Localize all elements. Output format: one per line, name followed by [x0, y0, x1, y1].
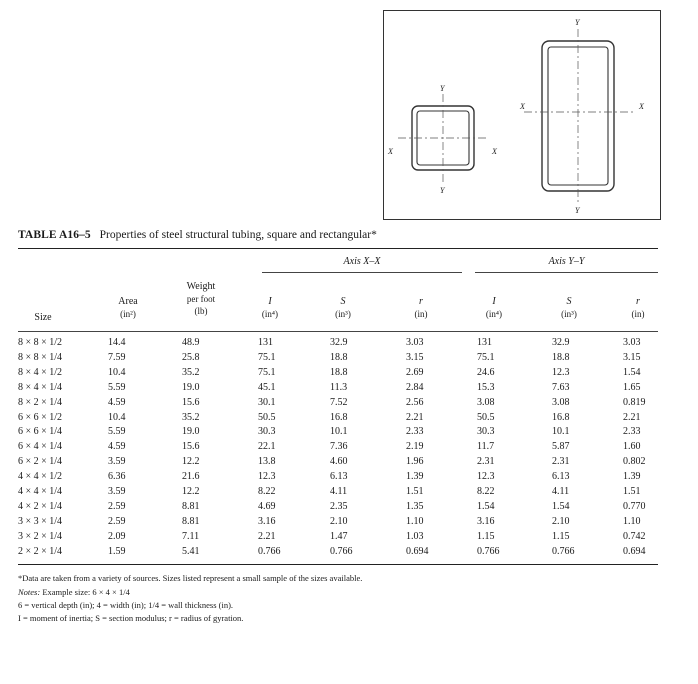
table-cell-size: 8 × 4 × 1/2 — [18, 366, 63, 378]
table-cell-weight: 25.8 — [182, 351, 200, 363]
table-cell-i-yy: 75.1 — [477, 351, 495, 363]
table-cell-area: 4.59 — [108, 441, 126, 453]
table-cell-s-yy: 1.54 — [552, 500, 570, 512]
table-cell-i-xx: 30.1 — [258, 396, 276, 408]
square-y-top-label: Y — [440, 84, 445, 93]
table-cell-size: 8 × 8 × 1/2 — [18, 337, 63, 348]
group-rule-xx — [262, 272, 462, 273]
table-cell-area: 5.59 — [108, 426, 126, 438]
header-s-yy-label: S — [566, 296, 572, 307]
table-cell-i-xx: 50.5 — [258, 411, 276, 423]
table-cell-s-xx: 4.60 — [330, 456, 348, 468]
table-cell-r-yy: 0.770 — [623, 500, 646, 512]
square-x-left-label: X — [388, 147, 393, 156]
table-cell-area: 6.36 — [108, 471, 126, 483]
table-cell-weight: 19.0 — [182, 426, 200, 438]
table-title: Properties of steel structural tubing, square and rectangular* — [99, 229, 377, 241]
header-r-xx-label: r — [419, 296, 423, 307]
table-cell-i-xx: 12.3 — [258, 471, 276, 483]
header-r-xx — [401, 297, 441, 319]
table-cell-r-yy: 0.742 — [623, 530, 646, 542]
table-cell-r-xx: 2.19 — [406, 441, 424, 453]
header-s-xx — [323, 297, 363, 319]
table-cell-weight: 8.81 — [182, 515, 200, 527]
table-cell-r-yy: 1.60 — [623, 441, 641, 453]
group-rule-yy — [475, 272, 658, 273]
table-cell-r-yy: 1.10 — [623, 515, 641, 527]
table-cell-area: 3.59 — [108, 456, 126, 468]
header-size-label: Size — [34, 312, 52, 323]
table-cell-area: 4.59 — [108, 396, 126, 408]
table-cell-i-yy: 12.3 — [477, 471, 495, 483]
table-cell-i-xx: 0.766 — [258, 545, 281, 557]
header-weight-label-2: per foot — [186, 294, 216, 304]
table-cell-size: 4 × 2 × 1/4 — [18, 500, 63, 512]
caption-rule — [18, 248, 658, 249]
table-cell-s-xx: 1.47 — [330, 530, 348, 542]
table-cell-i-xx: 131 — [258, 337, 273, 348]
table-cell-weight: 12.2 — [182, 456, 200, 468]
table-cell-i-yy: 15.3 — [477, 381, 495, 393]
table-cell-s-yy: 4.11 — [552, 486, 570, 497]
rect-x-right-label: X — [639, 102, 644, 111]
table-cell-i-xx: 4.69 — [258, 500, 276, 512]
table-cell-area: 10.4 — [108, 411, 126, 423]
table-cell-weight: 15.6 — [182, 441, 200, 453]
table-cell-size: 4 × 4 × 1/2 — [18, 471, 63, 483]
note-symbols: I = moment of inertia; S = section modulus; r = radius of gyration. — [18, 613, 244, 623]
table-cell-size: 8 × 2 × 1/4 — [18, 396, 63, 408]
header-r-xx-unit: (in) — [414, 309, 428, 319]
table-cell-s-yy: 12.3 — [552, 366, 570, 378]
table-cell-size: 6 × 6 × 1/4 — [18, 426, 63, 438]
table-cell-i-yy: 8.22 — [477, 486, 495, 497]
table-cell-s-xx: 7.52 — [330, 396, 348, 408]
table-cell-size: 6 × 2 × 1/4 — [18, 456, 63, 468]
table-cell-s-yy: 0.766 — [552, 545, 575, 557]
table-cell-s-yy: 3.08 — [552, 396, 570, 408]
table-cell-size: 3 × 2 × 1/4 — [18, 530, 63, 542]
header-r-yy — [618, 297, 658, 319]
header-i-yy-label: I — [492, 296, 496, 307]
table-cell-s-xx: 4.11 — [330, 486, 348, 497]
table-cell-area: 2.59 — [108, 500, 126, 512]
table-cell-i-xx: 45.1 — [258, 381, 276, 393]
table-cell-s-xx: 0.766 — [330, 545, 353, 557]
table-cell-r-yy: 3.03 — [623, 337, 641, 348]
header-i-yy-unit: (in⁴) — [485, 309, 503, 319]
table-cell-weight: 48.9 — [182, 337, 200, 348]
table-cell-i-yy: 0.766 — [477, 545, 500, 557]
table-cell-s-xx: 18.8 — [330, 351, 348, 363]
table-cell-r-xx: 3.03 — [406, 337, 424, 348]
table-cell-s-xx: 16.8 — [330, 411, 348, 423]
table-cell-s-xx: 7.36 — [330, 441, 348, 453]
table-cell-i-xx: 2.21 — [258, 530, 276, 542]
table-cell-s-yy: 16.8 — [552, 411, 570, 423]
table-cell-s-yy: 10.1 — [552, 426, 570, 438]
table-cell-r-yy: 2.33 — [623, 426, 641, 438]
header-i-xx-label: I — [268, 296, 272, 307]
table-cell-weight: 19.0 — [182, 381, 200, 393]
table-cell-i-xx: 8.22 — [258, 486, 276, 497]
table-cell-i-yy: 11.7 — [477, 441, 495, 453]
table-cell-i-yy: 24.6 — [477, 366, 495, 378]
table-cell-r-xx: 2.84 — [406, 381, 424, 393]
table-cell-s-xx: 18.8 — [330, 366, 348, 378]
table-cell-s-yy: 6.13 — [552, 471, 570, 483]
header-size — [18, 313, 68, 323]
table-cell-s-xx: 2.10 — [330, 515, 348, 527]
table-cell-s-yy: 5.87 — [552, 441, 570, 453]
table-cell-size: 4 × 4 × 1/4 — [18, 486, 63, 497]
table-cell-area: 7.59 — [108, 351, 126, 363]
table-cell-r-yy: 0.802 — [623, 456, 646, 468]
table-cell-weight: 12.2 — [182, 486, 200, 497]
table-cell-area: 3.59 — [108, 486, 126, 497]
note-data-sources: *Data are taken from a variety of sources. Sizes listed represent a small sample of the sizes available. — [18, 573, 363, 583]
header-area-label: Area — [118, 296, 138, 307]
header-weight — [174, 282, 228, 316]
table-cell-r-yy: 1.51 — [623, 486, 641, 497]
square-x-right-label: X — [492, 147, 497, 156]
table-cell-r-xx: 2.33 — [406, 426, 424, 438]
table-cell-area: 1.59 — [108, 545, 126, 557]
header-area — [105, 297, 151, 319]
table-cell-s-yy: 18.8 — [552, 351, 570, 363]
table-cell-weight: 5.41 — [182, 545, 200, 557]
table-cell-r-xx: 1.03 — [406, 530, 424, 542]
table-cell-i-yy: 1.54 — [477, 500, 495, 512]
group-header-axis-xx: Axis X–X — [343, 256, 381, 267]
table-cell-r-yy: 1.39 — [623, 471, 641, 483]
table-cell-size: 3 × 3 × 1/4 — [18, 515, 63, 527]
table-cell-i-xx: 75.1 — [258, 351, 276, 363]
rectangular-tube-section — [519, 18, 645, 215]
table-cell-r-xx: 0.694 — [406, 545, 429, 557]
table-cell-s-xx: 2.35 — [330, 500, 348, 512]
table-cell-s-yy: 32.9 — [552, 337, 570, 348]
header-weight-unit: (lb) — [194, 306, 208, 316]
table-cell-r-xx: 1.96 — [406, 456, 424, 468]
note-example-text: Example size: 6 × 4 × 1/4 — [40, 587, 130, 597]
table-cell-weight: 7.11 — [182, 530, 200, 542]
rect-x-left-label: X — [520, 102, 525, 111]
table-cell-weight: 8.81 — [182, 500, 200, 512]
table-cell-weight: 21.6 — [182, 471, 200, 483]
header-s-xx-label: S — [340, 296, 346, 307]
table-cell-s-yy: 1.15 — [552, 530, 570, 542]
rect-y-bottom-label: Y — [575, 206, 580, 215]
table-cell-i-yy: 3.16 — [477, 515, 495, 527]
table-cell-s-xx: 11.3 — [330, 381, 348, 393]
table-cell-size: 8 × 8 × 1/4 — [18, 351, 63, 363]
table-cell-r-xx: 3.15 — [406, 351, 424, 363]
rect-y-top-label: Y — [575, 18, 580, 27]
square-tube-section — [387, 84, 498, 195]
table-cell-s-xx: 6.13 — [330, 471, 348, 483]
table-cell-s-yy: 2.10 — [552, 515, 570, 527]
table-cell-r-xx: 2.69 — [406, 366, 424, 378]
table-cell-r-xx: 1.10 — [406, 515, 424, 527]
table-cell-i-yy: 1.15 — [477, 530, 495, 542]
table-cell-size: 6 × 6 × 1/2 — [18, 411, 63, 423]
table-cell-area: 10.4 — [108, 366, 126, 378]
table-cell-r-xx: 1.39 — [406, 471, 424, 483]
table-cell-area: 5.59 — [108, 381, 126, 393]
header-i-xx-unit: (in⁴) — [261, 309, 279, 319]
table-cell-r-xx: 1.35 — [406, 500, 424, 512]
table-cell-i-yy: 2.31 — [477, 456, 495, 468]
header-weight-label: Weight — [186, 281, 216, 292]
header-s-yy-unit: (in³) — [561, 309, 577, 319]
tubing-cross-section-figure — [383, 10, 661, 220]
group-header-axis-yy: Axis Y–Y — [548, 256, 585, 267]
table-cell-r-yy: 1.65 — [623, 381, 641, 393]
note-dimensions: 6 = vertical depth (in); 4 = width (in); 1/4 = wall thickness (in). — [18, 600, 234, 610]
header-r-yy-unit: (in) — [631, 309, 645, 319]
table-cell-size: 8 × 4 × 1/4 — [18, 381, 63, 393]
header-i-yy — [474, 297, 514, 319]
table-cell-i-xx: 13.8 — [258, 456, 276, 468]
table-cell-i-yy: 3.08 — [477, 396, 495, 408]
table-cell-s-yy: 7.63 — [552, 381, 570, 393]
table-cell-i-yy: 30.3 — [477, 426, 495, 438]
table-cell-weight: 15.6 — [182, 396, 200, 408]
cross-section-diagram — [384, 11, 660, 219]
note-label: Notes: — [18, 587, 41, 597]
table-cell-i-xx: 3.16 — [258, 515, 276, 527]
table-cell-r-xx: 2.56 — [406, 396, 424, 408]
table-cell-r-yy: 0.694 — [623, 545, 646, 557]
table-cell-s-yy: 2.31 — [552, 456, 570, 468]
table-cell-r-xx: 2.21 — [406, 411, 424, 423]
table-caption — [18, 229, 658, 241]
note-example-size — [18, 587, 130, 597]
table-cell-i-xx: 30.3 — [258, 426, 276, 438]
table-number: TABLE A16–5 — [18, 229, 91, 241]
table-cell-r-yy: 3.15 — [623, 351, 641, 363]
table-cell-s-xx: 32.9 — [330, 337, 348, 348]
table-cell-r-xx: 1.51 — [406, 486, 424, 497]
square-y-bottom-label: Y — [440, 186, 445, 195]
table-cell-size: 6 × 4 × 1/4 — [18, 441, 63, 453]
table-cell-r-yy: 1.54 — [623, 366, 641, 378]
table-cell-s-xx: 10.1 — [330, 426, 348, 438]
table-cell-i-xx: 75.1 — [258, 366, 276, 378]
table-cell-area: 14.4 — [108, 337, 126, 348]
table-cell-i-xx: 22.1 — [258, 441, 276, 453]
table-cell-area: 2.59 — [108, 515, 126, 527]
table-cell-weight: 35.2 — [182, 411, 200, 423]
table-cell-i-yy: 131 — [477, 337, 492, 348]
header-rule — [18, 331, 658, 332]
header-i-xx — [250, 297, 290, 319]
table-cell-area: 2.09 — [108, 530, 126, 542]
table-cell-size: 2 × 2 × 1/4 — [18, 545, 63, 557]
table-bottom-rule — [18, 564, 658, 565]
table-cell-r-yy: 2.21 — [623, 411, 641, 423]
header-s-xx-unit: (in³) — [335, 309, 351, 319]
table-cell-r-yy: 0.819 — [623, 396, 646, 408]
header-r-yy-label: r — [636, 296, 640, 307]
header-area-unit: (in²) — [120, 309, 136, 319]
table-cell-weight: 35.2 — [182, 366, 200, 378]
table-cell-i-yy: 50.5 — [477, 411, 495, 423]
header-s-yy — [549, 297, 589, 319]
